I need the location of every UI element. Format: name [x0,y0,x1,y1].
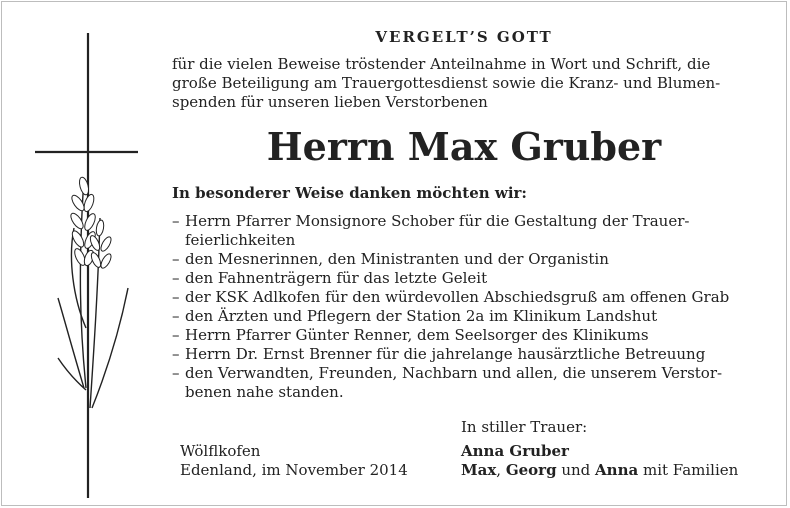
intro-line: spenden für unseren lieben Verstorbenen [172,93,488,111]
list-item-line: – den Verwandten, Freunden, Nachbarn und allen, die unserem Verstor- [185,364,723,382]
list-item-line: – Herrn Dr. Ernst Brenner für die jahrelange hausärztliche Betreuung [185,345,706,363]
list-item [172,326,756,345]
list-item-line: – der KSK Adlkofen für den würdevollen Abschiedsgruß am offenen Grab [185,288,730,306]
signature-family [461,461,738,479]
signature-name: Georg [505,461,557,479]
signature-suffix: mit Familien [638,461,739,479]
place-line: Wölflkofen [180,442,261,460]
list-item-line: – Herrn Pfarrer Monsignore Schober für die Gestaltung der Trauer- [185,212,690,230]
intro-line: für die vielen Beweise tröstender Anteilnahme in Wort und Schrift, die [172,55,711,73]
list-item [172,364,756,402]
intro-line: große Beteiligung am Trauergottesdienst sowie die Kranz- und Blumen- [172,74,721,92]
notice-header: VERGELT’S GOTT [375,28,553,46]
list-item-line: – Herrn Pfarrer Günter Renner, dem Seelsorger des Klinikums [185,326,649,344]
list-item-line: feierlichkeiten [185,231,296,249]
place-date-line: Edenland, im November 2014 [180,461,408,479]
list-item [172,307,756,326]
list-item [172,345,756,364]
signature-primary: Anna Gruber [461,442,569,460]
list-item-line: – den Fahnenträgern für das letzte Geleit [185,269,488,287]
list-item [172,288,756,307]
signature-name: Anna [595,461,639,479]
cross-and-wheat-icon [28,28,138,498]
signature-name: Max [461,461,497,479]
list-item-line: – den Mesnerinnen, den Ministranten und der Organistin [185,250,609,268]
list-item-line: benen nahe standen. [185,383,344,401]
list-item [172,250,756,269]
deceased-name: Herrn Max Gruber [266,124,662,169]
list-item [172,212,756,250]
thanks-heading: In besonderer Weise danken möchten wir: [172,184,527,202]
signature-separator: und [556,461,596,479]
intro-paragraph [172,55,756,112]
mourning-label: In stiller Trauer: [461,418,588,436]
list-item [172,269,756,288]
list-item-line: – den Ärzten und Pflegern der Station 2a im Klinikum Landshut [185,307,658,325]
thanks-list [172,212,756,402]
signature-separator: , [496,461,506,479]
